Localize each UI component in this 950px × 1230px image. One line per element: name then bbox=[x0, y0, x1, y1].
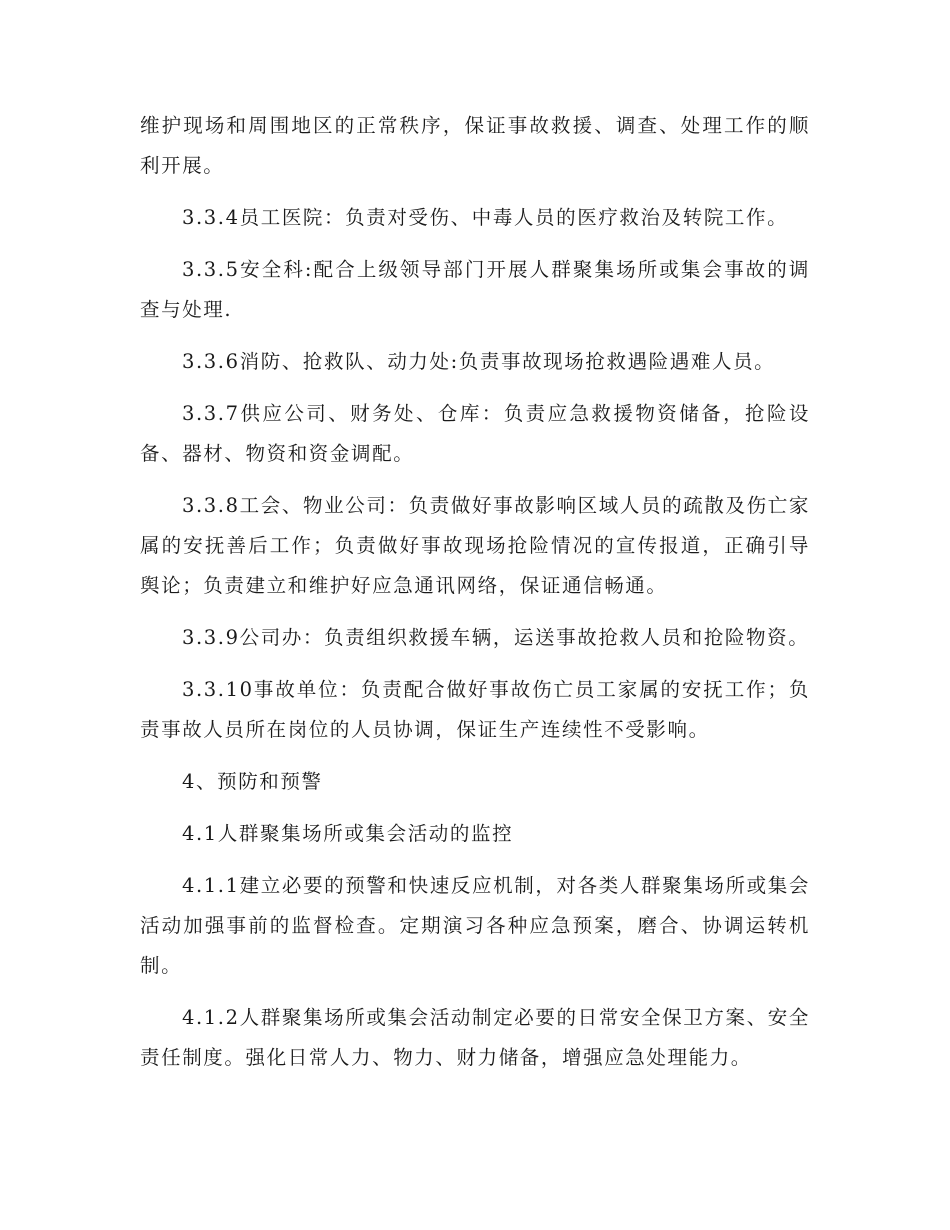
paragraph-3-3-6: 3.3.6消防、抢救队、动力处:负责事故现场抢救遇险遇难人员。 bbox=[182, 350, 776, 373]
subsection-heading-4-1: 4.1人群聚集场所或集会活动的监控 bbox=[182, 822, 514, 845]
paragraph-3-3-7: 3.3.7供应公司、财务处、仓库：负责应急救援物资储备，抢险设备、器材、物资和资金调配。 bbox=[140, 402, 810, 465]
section-heading-4: 4、预防和预警 bbox=[182, 770, 323, 793]
paragraph-3-3-8: 3.3.8工会、物业公司：负责做好事故影响区域人员的疏散及伤亡家属的安抚善后工作；负责做好事故现场抢险情况的宣传报道，正确引导舆论；负责建立和维护好应急通讯网络，保证通信畅通。 bbox=[140, 494, 810, 597]
paragraph-3-3-4: 3.3.4员工医院：负责对受伤、中毒人员的医疗救治及转院工作。 bbox=[182, 206, 789, 229]
paragraph-3-3-5: 3.3.5安全科:配合上级领导部门开展人群聚集场所或集会事故的调查与处理. bbox=[140, 258, 810, 321]
document-body bbox=[140, 106, 810, 1090]
paragraph-3-3-10: 3.3.10事故单位：负责配合做好事故伤亡员工家属的安抚工作；负责事故人员所在岗位的人员协调，保证生产连续性不受影响。 bbox=[140, 678, 810, 741]
paragraph-3-3-9: 3.3.9公司办：负责组织救援车辆，运送事故抢救人员和抢险物资。 bbox=[182, 626, 810, 649]
paragraph-4-1-2: 4.1.2人群聚集场所或集会活动制定必要的日常安全保卫方案、安全责任制度。强化日常人力、物力、财力储备，增强应急处理能力。 bbox=[140, 1006, 810, 1069]
paragraph-4-1-1: 4.1.1建立必要的预警和快速反应机制，对各类人群聚集场所或集会活动加强事前的监督检查。定期演习各种应急预案，磨合、协调运转机制。 bbox=[140, 874, 810, 977]
paragraph-continuation: 维护现场和周围地区的正常秩序，保证事故救援、调查、处理工作的顺利开展。 bbox=[140, 114, 810, 177]
